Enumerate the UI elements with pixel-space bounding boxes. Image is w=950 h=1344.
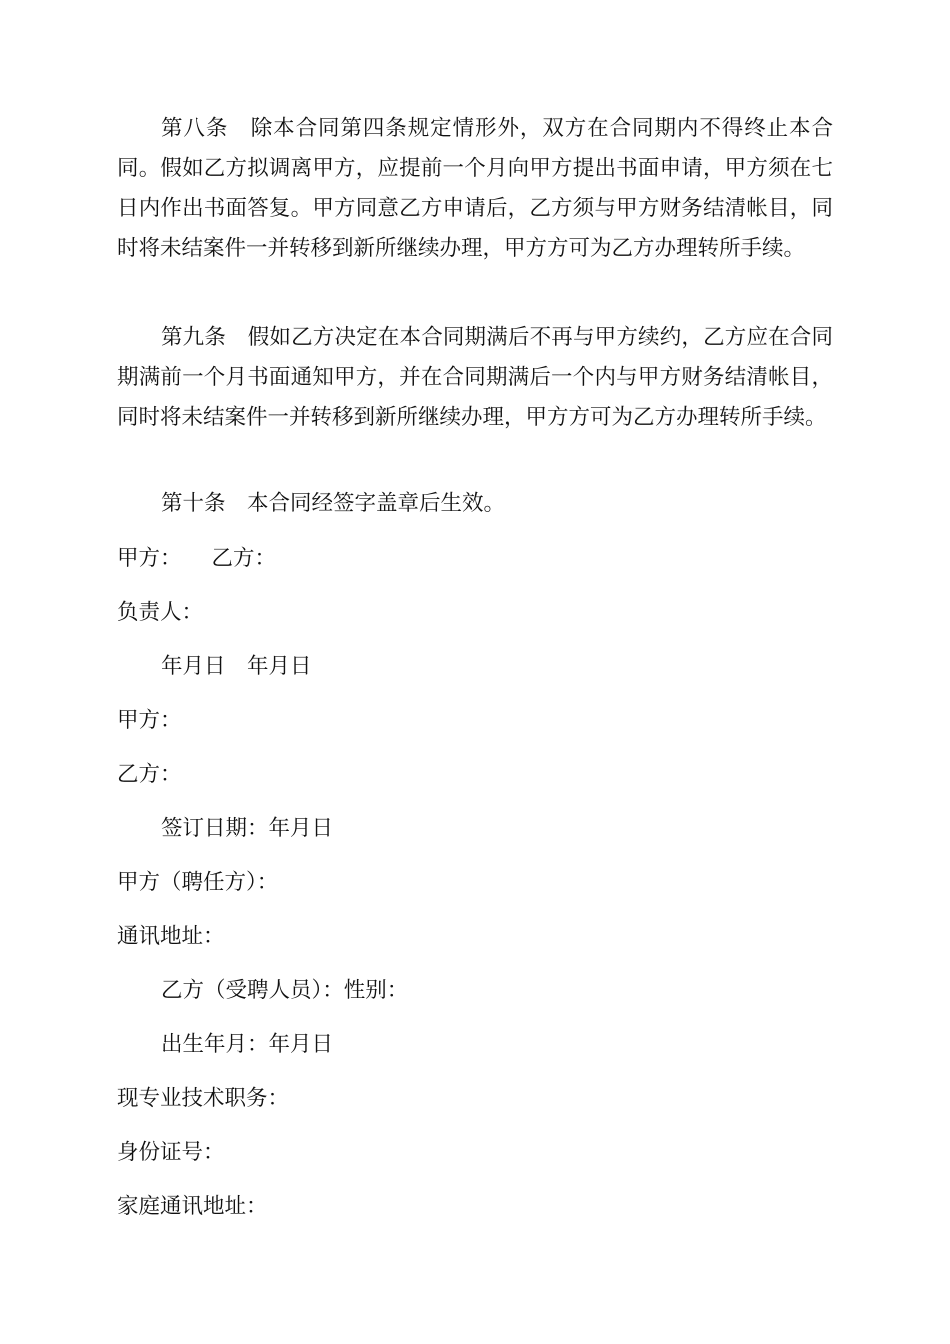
home-address-field: 家庭通讯地址： bbox=[117, 1194, 268, 1219]
article-8: 第八条 除本合同第四条规定情形外，双方在合同期内不得终止本合同。假如乙方拟调离甲方，应提前一个月向甲方提出书面申请，甲方须在七日内作出书面答复。甲方同意乙方申请后，乙方须与甲方财务结清帐目，同时将未结案件一并转移到新所继续办理，甲方方可为乙方办理转所手续。 bbox=[117, 116, 833, 261]
party-b-label: 乙方： bbox=[211, 546, 277, 571]
party-signature-row bbox=[117, 539, 276, 579]
signature-dates: 年月日 年月日 bbox=[161, 654, 312, 679]
signed-date: 签订日期：年月日 bbox=[161, 816, 334, 841]
id-number-field: 身份证号： bbox=[117, 1140, 225, 1165]
party-a: 甲方： bbox=[117, 708, 182, 733]
article-9: 第九条 假如乙方决定在本合同期满后不再与甲方续约，乙方应在合同期满前一个月书面通知甲方，并在合同期满后一个内与甲方财务结清帐目，同时将未结案件一并转移到新所继续办理，甲方方可为乙方办理转所手续。 bbox=[117, 325, 833, 430]
birth-date-field: 出生年月：年月日 bbox=[161, 1032, 334, 1057]
address-field: 通讯地址： bbox=[117, 924, 225, 949]
employee-gender-field: 乙方（受聘人员）：性别： bbox=[161, 978, 409, 1003]
employer-field: 甲方（聘任方）： bbox=[117, 870, 279, 895]
party-b: 乙方： bbox=[117, 762, 182, 787]
party-a-label: 甲方： bbox=[117, 546, 182, 571]
professional-title-field: 现专业技术职务： bbox=[117, 1086, 290, 1111]
article-10: 第十条 本合同经签字盖章后生效。 bbox=[161, 491, 506, 516]
person-in-charge: 负责人： bbox=[117, 600, 204, 625]
